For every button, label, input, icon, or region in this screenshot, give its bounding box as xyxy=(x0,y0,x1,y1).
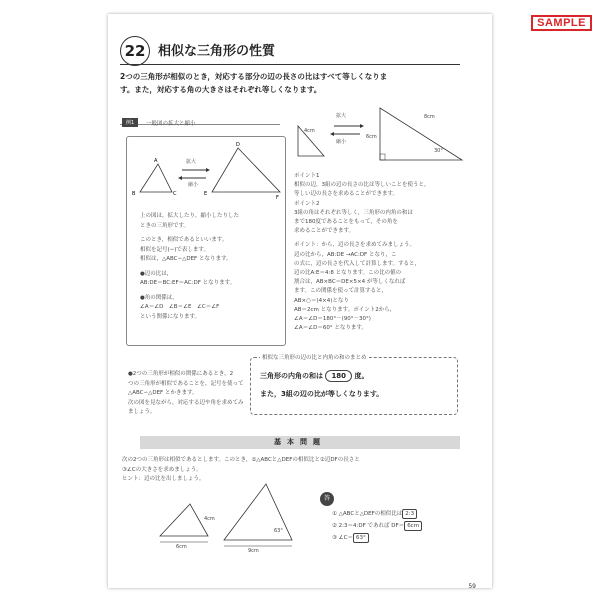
triangle-def xyxy=(212,148,280,192)
answer-1 xyxy=(332,508,472,520)
section-title: 相似な三角形の性質 xyxy=(158,44,276,59)
fig-angle: 30° xyxy=(434,148,443,154)
prob-len-6: 6cm xyxy=(176,544,187,550)
summary-answer-180: 180 xyxy=(325,370,352,382)
note-line: 次の図を見ながら，対応する辺や角を求めてみ xyxy=(128,399,244,406)
summary-box xyxy=(250,357,458,415)
right-line: ∠A＝∠D＝60° となります。 xyxy=(294,325,367,332)
intro-text xyxy=(120,70,480,96)
example-line: ∠A＝∠D ∠B＝∠E ∠C＝∠F xyxy=(140,304,220,310)
example-tag-text: 一般図の拡大と縮小 xyxy=(146,121,196,127)
vertex-a: A xyxy=(154,158,158,164)
right-line: の式に，辺の長さを代入して計算します。すると， xyxy=(294,260,421,267)
prob-len-4: 4cm xyxy=(204,516,215,522)
note-line: つの三角形が相似であることを，記号を使って xyxy=(128,380,244,387)
prob-angle: 63° xyxy=(274,528,283,534)
vertex-e: E xyxy=(204,191,208,197)
summary-caption: 相似な三角形の辺の比と内角の和のまとめ xyxy=(262,355,367,361)
summary-line-2: また，3組の辺の比が等しくなります。 xyxy=(260,390,384,398)
example-line: このとき，相似であるといいます。 xyxy=(140,237,228,243)
fig-len-big: 8cm xyxy=(424,114,435,120)
triangle-abc xyxy=(140,164,172,192)
right-line: AB×○＝(4×4)となり xyxy=(294,297,349,304)
example-line: ●角の関係は， xyxy=(140,294,178,301)
right-line: 等しい辺の長さを求めることができます。 xyxy=(294,191,399,198)
vertex-c: C xyxy=(173,191,177,197)
problem-figure xyxy=(156,478,316,548)
fig-shrink-label: 縮小 xyxy=(336,139,347,145)
example-line: という関係になります。 xyxy=(140,313,201,320)
similar-triangles-figure xyxy=(128,140,284,200)
shrink-arrow-head xyxy=(178,176,182,180)
fig-expand-arrow-head xyxy=(360,124,364,128)
right-line: まで180度であることをもって，その角を xyxy=(294,219,398,226)
right-line: ポイント：から，辺の長さを求めてみましょう。 xyxy=(294,242,416,249)
answer-3-value: 63° xyxy=(353,533,369,543)
fig-len-small: 4cm xyxy=(304,128,315,134)
example-line: ときの三角形です。 xyxy=(140,222,190,229)
note-line: ましょう。 xyxy=(128,409,156,415)
intro-line: す。また，対応する角の大きさはそれぞれ等しくなります。 xyxy=(120,85,322,94)
answer-2-value: 6cm xyxy=(404,521,422,531)
example-line: AB:DE＝BC:EF＝AC:DF となります。 xyxy=(140,280,236,286)
fig-shrink-arrow-head xyxy=(330,132,334,136)
basic-problems-band: 基本問題 xyxy=(140,436,460,449)
right-line: ポイント2 xyxy=(294,200,320,207)
shrink-label: 縮小 xyxy=(188,182,199,188)
intro-line: 2つの三角形が相似のとき，対応する部分の辺の長さの比はすべて等しくなりま xyxy=(120,72,388,81)
answer-1-value: 2:3 xyxy=(402,509,417,519)
problem-triangle-abc xyxy=(160,504,208,536)
problem-line: ③∠Cの大きさを求めましょう。 xyxy=(122,466,202,473)
summary-text: 度。 xyxy=(354,372,369,380)
right-explanation xyxy=(294,172,462,333)
note-line: △ABC∽△DEF とかきます。 xyxy=(128,390,198,396)
fig-expand-label: 拡大 xyxy=(336,113,347,119)
answers-block xyxy=(332,508,472,544)
right-line: 辺の比A:E＝4:8 となります。この比の値の xyxy=(294,270,402,277)
title-underline xyxy=(120,64,460,65)
right-line: ∠A＝∠D＝180°－(90°－30°) xyxy=(294,316,371,323)
right-triangles-figure xyxy=(294,104,474,166)
fig-len-side: 6cm xyxy=(366,134,377,140)
answer-2-text: ② 2:3＝4:DF であれば DF＝ xyxy=(332,523,405,529)
prob-len-9: 9cm xyxy=(248,548,259,554)
example-rule xyxy=(120,124,280,125)
right-line: 相似の辺，3組の辺の長さの比は等しいことを使うと， xyxy=(294,182,430,189)
expand-arrow-head xyxy=(206,168,210,172)
note-line: ●2つの三角形が相似の関係にあるとき，2 xyxy=(128,371,234,377)
right-angle-mark xyxy=(380,154,385,160)
example-line: 相似は，△ABC∽△DEF となります。 xyxy=(140,256,232,262)
vertex-f: F xyxy=(276,195,279,200)
right-line: 割合は，AB×BC＝DE×5×4 が等しくなれば xyxy=(294,279,406,286)
page-content xyxy=(108,0,492,600)
summary-line-1 xyxy=(260,370,369,382)
right-line: 3組の角はそれぞれ等しく，三角形の内角の和は xyxy=(294,209,413,216)
expand-label: 拡大 xyxy=(186,159,197,165)
right-line: AB＝2cm となります。ポイント2から， xyxy=(294,306,396,313)
example-line: 上の図は，拡大したり，縮小したりした xyxy=(140,213,240,219)
answer-3-text: ③ ∠C＝ xyxy=(332,535,353,541)
right-line: 辺の比から，AB:DE →AC:DF となり，こ xyxy=(294,251,397,258)
example-tag: 例1 xyxy=(122,118,138,127)
page-number: 59 xyxy=(468,583,476,590)
problem-line: ヒント：辺の比を出しましょう。 xyxy=(122,476,205,482)
example-line: ●辺の比は， xyxy=(140,270,173,277)
sample-watermark: SAMPLE xyxy=(531,15,592,31)
example-line: 相似を記号(∽)で表します。 xyxy=(140,246,209,253)
section-number: 22 xyxy=(120,36,150,66)
right-line: ます。この関係を使って計算すると， xyxy=(294,288,388,295)
problem-line: 次の2つの三角形は相似であるとします。このとき，①△ABCと△DEFの相似比と②辺DFの長さと xyxy=(122,457,360,463)
big-right-triangle xyxy=(380,108,462,160)
right-line: 求めることができます。 xyxy=(294,228,355,235)
answer-2 xyxy=(332,520,472,532)
right-line: ポイント1 xyxy=(294,173,320,179)
answer-1-text: ① △ABCと△DEFの相似比は xyxy=(332,511,403,517)
example-explanation xyxy=(140,212,280,322)
summary-text: 三角形の内角の和は xyxy=(260,372,323,380)
vertex-d: D xyxy=(236,142,240,148)
answer-3 xyxy=(332,532,472,544)
answer-badge: 答 xyxy=(320,492,334,506)
vertex-b: B xyxy=(132,191,136,197)
